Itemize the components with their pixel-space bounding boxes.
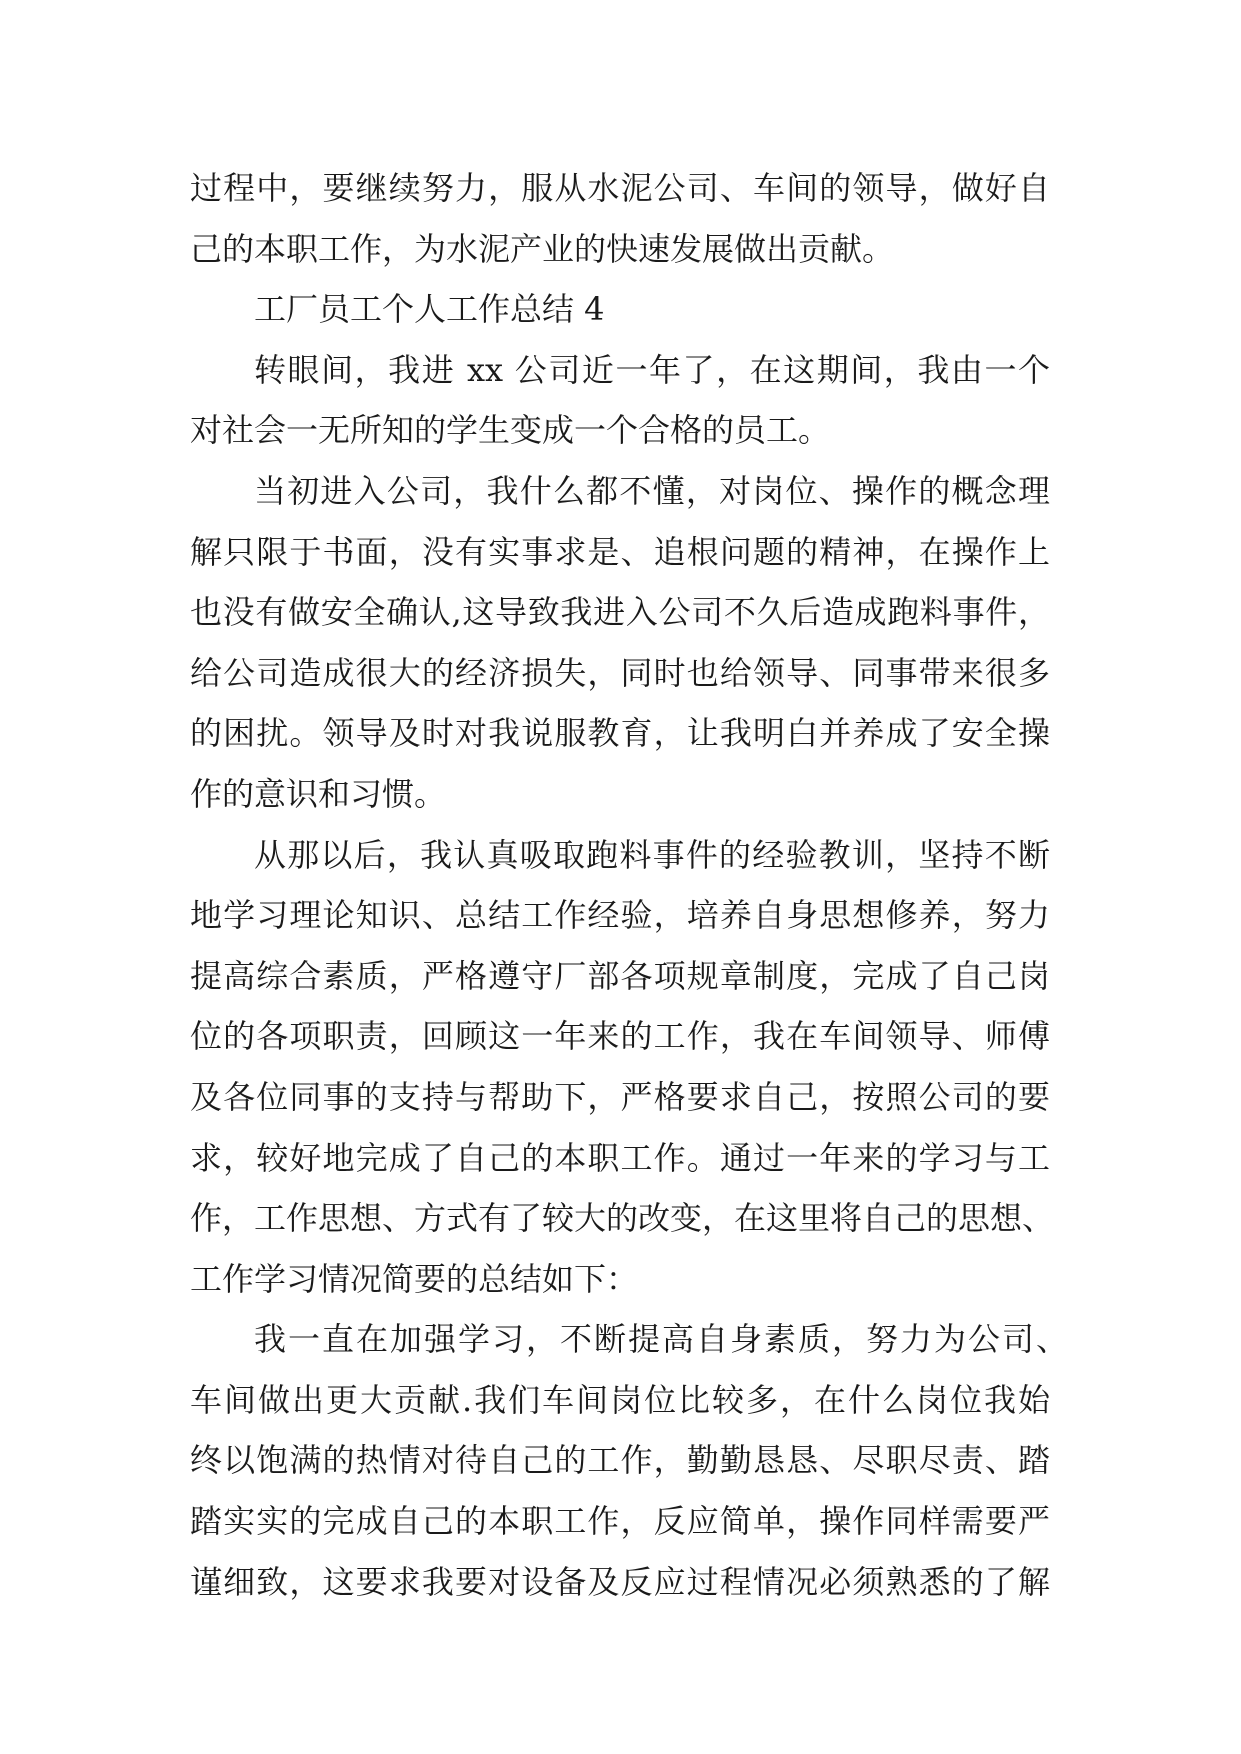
text-line: 求，较好地完成了自己的本职工作。通过一年来的学习与工 [190,1138,1050,1177]
paragraph [190,461,1050,825]
text-line: 转眼间，我进 xx 公司近一年了，在这期间，我由一个 [254,350,1050,389]
text-line: 己的本职工作，为水泥产业的快速发展做出贡献。 [190,229,895,268]
text-line: 从那以后，我认真吸取跑料事件的经验教训，坚持不断 [254,835,1050,874]
text-line: 地学习理论知识、总结工作经验，培养自身思想修养，努力 [190,896,1050,935]
text-line: 也没有做安全确认,这导致我进入公司不久后造成跑料事件， [190,593,1050,632]
text-line: 对社会一无所知的学生变成一个合格的员工。 [190,411,831,450]
text-line: 位的各项职责，回顾这一年来的工作，我在车间领导、师傅 [190,1017,1050,1056]
text-line: 的困扰。领导及时对我说服教育，让我明白并养成了安全操 [190,714,1050,753]
text-line: 过程中，要继续努力，服从水泥公司、车间的领导，做好自 [190,169,1050,207]
text-line: 车间做出更大贡献.我们车间岗位比较多，在什么岗位我始 [190,1380,1050,1419]
text-line: 踏实实的完成自己的本职工作，反应简单，操作同样需要严 [190,1502,1050,1541]
text-line: 提高综合素质，严格遵守厂部各项规章制度，完成了自己岗 [190,956,1050,995]
text-line: 作，工作思想、方式有了较大的改变，在这里将自己的思想、 [190,1199,1055,1238]
section-heading [190,279,1050,340]
text-line: 作的意识和习惯。 [190,774,447,813]
heading-line: 工厂员工个人工作总结 4 [254,290,605,329]
text-line: 解只限于书面，没有实事求是、追根问题的精神，在操作上 [190,532,1050,571]
text-line: 工作学习情况简要的总结如下： [190,1259,639,1298]
text-line: 当初进入公司，我什么都不懂，对岗位、操作的概念理 [254,471,1050,510]
text-line: 及各位同事的支持与帮助下，严格要求自己，按照公司的要 [190,1077,1050,1116]
text-line: 谨细致，这要求我要对设备及反应过程情况必须熟悉的了解 [190,1562,1050,1601]
text-line: 我一直在加强学习，不断提高自身素质，努力为公司、 [254,1320,1068,1359]
paragraph-continued [190,158,1050,279]
paragraph [190,825,1055,1310]
text-line: 终以饱满的热情对待自己的工作，勤勤恳恳、尽职尽责、踏 [190,1441,1050,1480]
text-line: 给公司造成很大的经济损失，同时也给领导、同事带来很多 [190,653,1050,692]
paragraph [190,340,1050,461]
document-body [190,158,1068,1612]
paragraph [190,1309,1068,1612]
